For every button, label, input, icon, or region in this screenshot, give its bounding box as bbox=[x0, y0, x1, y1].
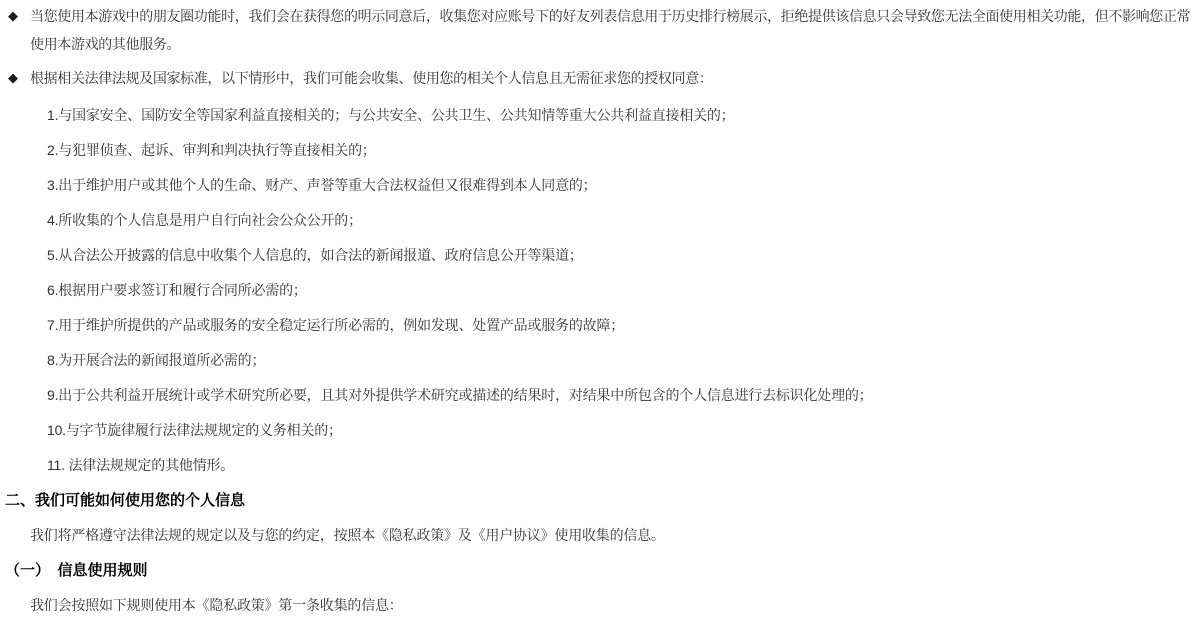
numbered-list-item: 4.所收集的个人信息是用户自行向社会公众公开的； bbox=[47, 212, 362, 228]
numbered-list-item: 1.与国家安全、国防安全等国家利益直接相关的；与公共安全、公共卫生、公共知情等重大公共利益直接相关的； bbox=[47, 107, 735, 123]
policy-bullet-item bbox=[8, 64, 1194, 92]
policy-bullet-text: 根据相关法律法规及国家标准，以下情形中，我们可能会收集、使用您的相关个人信息且无需征求您的授权同意： bbox=[30, 70, 713, 86]
numbered-list-item: 7.用于维护所提供的产品或服务的安全稳定运行所必需的，例如发现、处置产品或服务的故障； bbox=[47, 317, 625, 333]
numbered-list-item: 10.与字节旋律履行法律法规规定的义务相关的； bbox=[47, 422, 342, 438]
diamond-bullet-icon: ◆ bbox=[8, 70, 18, 85]
policy-bullet-text: 当您使用本游戏中的朋友圈功能时，我们会在获得您的明示同意后，收集您对应账号下的好友列表信息用于历史排行榜展示，拒绝提供该信息只会导致您无法全面使用相关功能，但不影响您正常使用本游戏的其他服务。 bbox=[30, 8, 1191, 52]
section-heading-how-we-use-info: 二、我们可能如何使用您的个人信息 bbox=[5, 492, 246, 509]
diamond-bullet-icon: ◆ bbox=[8, 8, 18, 23]
numbered-list-item: 5.从合法公开披露的信息中收集个人信息的，如合法的新闻报道、政府信息公开等渠道； bbox=[47, 247, 583, 263]
numbered-list-item: 6.根据用户要求签订和履行合同所必需的； bbox=[47, 282, 307, 298]
numbered-list-item: 2.与犯罪侦查、起诉、审判和判决执行等直接相关的； bbox=[47, 142, 376, 158]
subsection-intro-paragraph: 我们会按照如下规则使用本《隐私政策》第一条收集的信息： bbox=[30, 597, 403, 613]
policy-bullet-item bbox=[8, 2, 1194, 58]
numbered-list-item: 11. 法律法规规定的其他情形。 bbox=[47, 457, 235, 473]
subsection-heading-info-use-rules: （一） 信息使用规则 bbox=[5, 562, 148, 579]
numbered-list-item: 3.出于维护用户或其他个人的生命、财产、声誉等重大合法权益但又很难得到本人同意的； bbox=[47, 177, 597, 193]
exemption-numbered-list bbox=[47, 98, 1194, 483]
section-intro-paragraph: 我们将严格遵守法律法规的规定以及与您的约定，按照本《隐私政策》及《用户协议》使用收集的信息。 bbox=[30, 527, 665, 543]
numbered-list-item: 9.出于公共利益开展统计或学术研究所必要，且其对外提供学术研究或描述的结果时，对结果中所包含的个人信息进行去标识化处理的； bbox=[47, 387, 873, 403]
numbered-list-item: 8.为开展合法的新闻报道所必需的； bbox=[47, 352, 266, 368]
